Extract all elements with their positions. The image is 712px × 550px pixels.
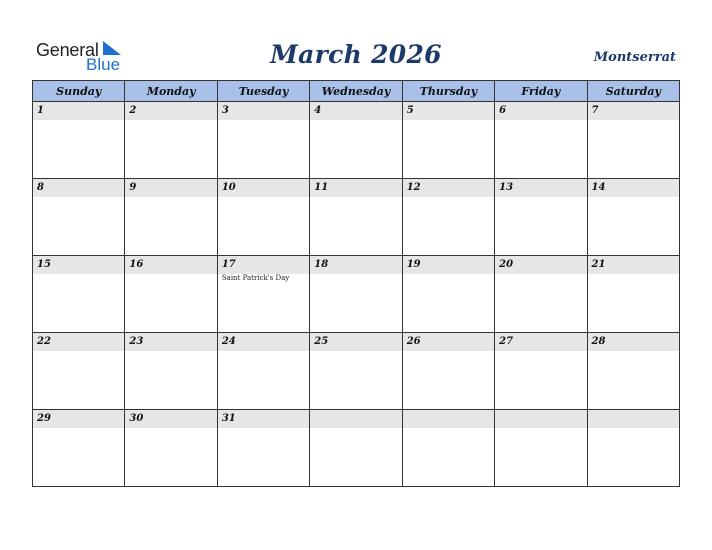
day-cell <box>217 102 309 179</box>
day-number: 10 <box>218 179 309 197</box>
weekday-header-row <box>33 81 680 102</box>
day-number: 30 <box>125 410 216 428</box>
day-cell <box>587 333 679 410</box>
calendar-title: March 2026 <box>270 40 442 69</box>
day-number <box>403 410 494 428</box>
day-number: 5 <box>403 102 494 120</box>
day-number: 11 <box>310 179 401 197</box>
day-cell <box>33 256 125 333</box>
calendar-region: Montserrat <box>593 50 676 65</box>
day-number: 26 <box>403 333 494 351</box>
day-cell <box>402 102 494 179</box>
week-row <box>33 179 680 256</box>
weekday-header-sunday: Sunday <box>33 81 125 102</box>
day-number: 22 <box>33 333 124 351</box>
day-cell <box>125 179 217 256</box>
day-cell <box>495 333 587 410</box>
day-cell <box>217 333 309 410</box>
empty-day-cell <box>495 410 587 487</box>
day-cell <box>310 256 402 333</box>
weekday-header-friday: Friday <box>495 81 587 102</box>
day-cell <box>217 256 309 333</box>
day-number: 31 <box>218 410 309 428</box>
day-number: 1 <box>33 102 124 120</box>
day-cell <box>125 102 217 179</box>
day-number: 29 <box>33 410 124 428</box>
weekday-header-thursday: Thursday <box>402 81 494 102</box>
day-number: 27 <box>495 333 586 351</box>
day-number: 12 <box>403 179 494 197</box>
day-number: 9 <box>125 179 216 197</box>
week-row <box>33 333 680 410</box>
day-cell <box>402 179 494 256</box>
month-calendar-grid <box>32 80 680 487</box>
week-row <box>33 102 680 179</box>
day-number: 3 <box>218 102 309 120</box>
day-number: 15 <box>33 256 124 274</box>
day-cell <box>587 102 679 179</box>
empty-day-cell <box>587 410 679 487</box>
day-number: 18 <box>310 256 401 274</box>
day-cell <box>495 256 587 333</box>
day-cell <box>217 179 309 256</box>
day-cell <box>33 102 125 179</box>
day-cell <box>125 333 217 410</box>
logo-text-general: General <box>36 40 99 60</box>
day-number: 13 <box>495 179 586 197</box>
logo-text-blue: Blue <box>86 55 121 74</box>
day-cell <box>402 256 494 333</box>
day-cell <box>402 333 494 410</box>
day-cell <box>587 256 679 333</box>
day-cell <box>495 179 587 256</box>
day-cell <box>33 333 125 410</box>
day-number: 6 <box>495 102 586 120</box>
day-number: 14 <box>588 179 679 197</box>
day-number: 7 <box>588 102 679 120</box>
day-number: 8 <box>33 179 124 197</box>
day-number: 24 <box>218 333 309 351</box>
weekday-header-wednesday: Wednesday <box>310 81 402 102</box>
holiday-label: Saint Patrick's Day <box>221 274 290 282</box>
day-cell <box>125 256 217 333</box>
weekday-header-tuesday: Tuesday <box>217 81 309 102</box>
day-number: 21 <box>588 256 679 274</box>
empty-day-cell <box>310 410 402 487</box>
day-number: 28 <box>588 333 679 351</box>
day-cell <box>495 102 587 179</box>
day-number: 2 <box>125 102 216 120</box>
day-number: 4 <box>310 102 401 120</box>
day-number: 16 <box>125 256 216 274</box>
day-number: 23 <box>125 333 216 351</box>
day-number <box>588 410 679 428</box>
day-number: 25 <box>310 333 401 351</box>
day-cell <box>310 102 402 179</box>
day-cell <box>217 410 309 487</box>
week-row <box>33 410 680 487</box>
day-cell <box>310 333 402 410</box>
day-number: 20 <box>495 256 586 274</box>
day-cell <box>310 179 402 256</box>
day-cell <box>33 179 125 256</box>
day-cell <box>33 410 125 487</box>
day-cell <box>587 179 679 256</box>
weekday-header-monday: Monday <box>125 81 217 102</box>
day-number: 17 <box>218 256 309 274</box>
day-number <box>310 410 401 428</box>
day-number <box>495 410 586 428</box>
day-cell <box>125 410 217 487</box>
weekday-header-saturday: Saturday <box>587 81 679 102</box>
day-number: 19 <box>403 256 494 274</box>
empty-day-cell <box>402 410 494 487</box>
calendar-body <box>33 102 680 487</box>
week-row <box>33 256 680 333</box>
